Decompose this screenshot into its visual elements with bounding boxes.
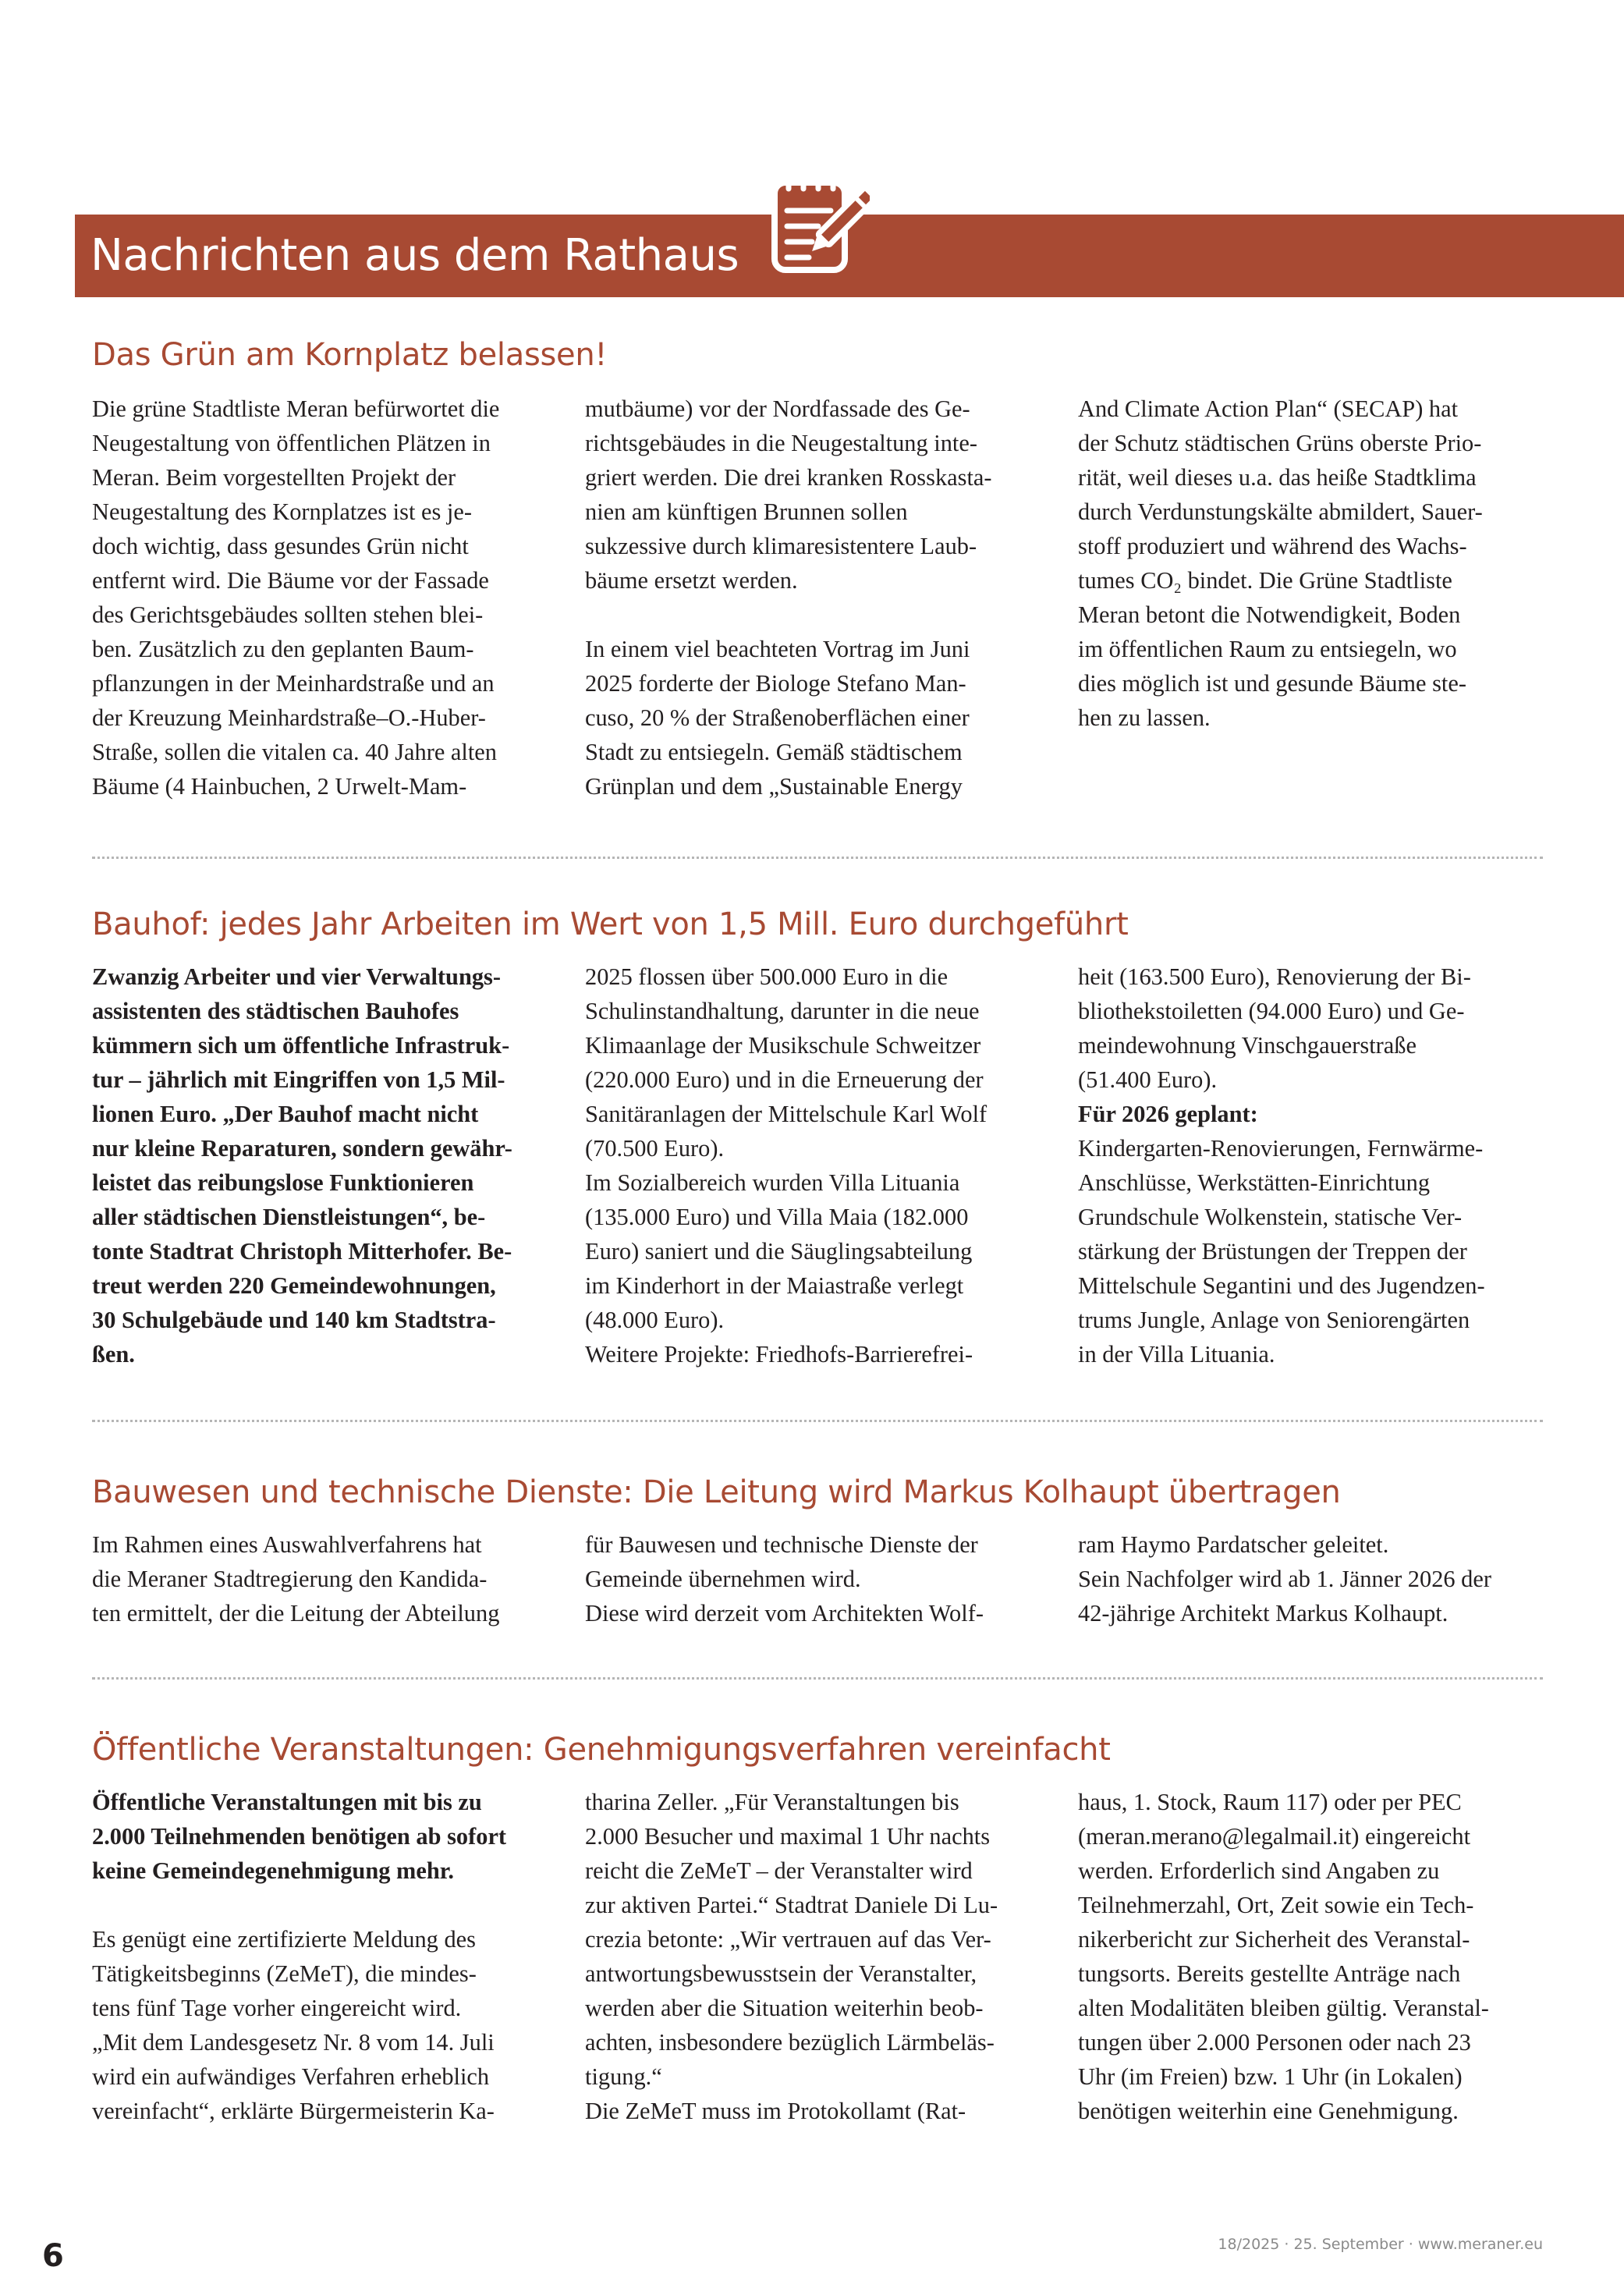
- text-line: werden. Erforderlich sind Angaben zu: [1078, 1857, 1440, 1884]
- text-line: tur – jährlich mit Eingriffen von 1,5 Mil-: [92, 1066, 505, 1093]
- text-line: stoff produziert und während des Wachs-: [1078, 533, 1467, 559]
- text-line: Anschlüsse, Werkstätten-Einrichtung: [1078, 1169, 1431, 1196]
- article-column: [1078, 1785, 1555, 2128]
- text-line: (meran.merano@legalmail.it) eingereicht: [1078, 1823, 1471, 1850]
- text-line: alten Modalitäten bleiben gültig. Veranstal-: [1078, 1995, 1489, 2021]
- article-column: [92, 392, 569, 803]
- text-line: wird ein aufwändiges Verfahren erheblich: [92, 2063, 490, 2090]
- text-line: (70.500 Euro).: [585, 1135, 725, 1162]
- text-line: [92, 1888, 569, 1922]
- text-line: Kindergarten-Renovierungen, Fernwärme-: [1078, 1135, 1484, 1162]
- text-line: Bäume (4 Hainbuchen, 2 Urwelt-Mam-: [92, 773, 467, 800]
- text-line: Gemeinde übernehmen wird.: [585, 1566, 861, 1592]
- text-line: doch wichtig, dass gesundes Grün nicht: [92, 533, 469, 559]
- text-line: tumes CO₂ bindet. Die Grüne Stadtliste: [1078, 567, 1452, 594]
- text-line: zur aktiven Partei.“ Stadtrat Daniele Di Lu-: [585, 1892, 998, 1918]
- article-column: [92, 1527, 569, 1630]
- text-line: Schulinstandhaltung, darunter in die neue: [585, 998, 980, 1024]
- text-line: kümmern sich um öffentliche Infrastruk-: [92, 1032, 510, 1059]
- article-column: [585, 960, 1062, 1371]
- section-divider: [92, 857, 1543, 859]
- text-line: [585, 598, 1062, 632]
- text-line: Straße, sollen die vitalen ca. 40 Jahre alten: [92, 739, 497, 765]
- text-line: rität, weil dieses u.a. das heiße Stadtklima: [1078, 464, 1477, 491]
- text-line: werden aber die Situation weiterhin beob-: [585, 1995, 984, 2021]
- text-line: im öffentlichen Raum zu entsiegeln, wo: [1078, 636, 1457, 662]
- text-line: Für 2026 geplant:: [1078, 1101, 1258, 1127]
- section-title: Nachrichten aus dem Rathaus: [90, 230, 739, 281]
- page-number: 6: [42, 2238, 64, 2274]
- text-line: Diese wird derzeit vom Architekten Wolf-: [585, 1600, 984, 1626]
- notepad-pen-icon: [768, 162, 870, 279]
- text-line: „Mit dem Landesgesetz Nr. 8 vom 14. Juli: [92, 2029, 495, 2056]
- text-line: Meran betont die Notwendigkeit, Boden: [1078, 601, 1461, 628]
- text-line: Teilnehmerzahl, Ort, Zeit sowie ein Tech-: [1078, 1892, 1474, 1918]
- text-line: Im Rahmen eines Auswahlverfahrens hat: [92, 1531, 482, 1558]
- text-line: Neugestaltung des Kornplatzes ist es je-: [92, 498, 472, 525]
- text-line: heit (163.500 Euro), Renovierung der Bi-: [1078, 963, 1471, 990]
- text-line: benötigen weiterhin eine Genehmigung.: [1078, 2098, 1459, 2124]
- text-line: Mittelschule Segantini und des Jugendzen-: [1078, 1272, 1485, 1299]
- article-veranstaltungen: [92, 1730, 1543, 2167]
- text-line: (48.000 Euro).: [585, 1307, 725, 1333]
- text-line: lionen Euro. „Der Bauhof macht nicht: [92, 1101, 479, 1127]
- text-line: Sanitäranlagen der Mittelschule Karl Wolf: [585, 1101, 988, 1127]
- text-line: des Gerichtsgebäudes sollten stehen blei-: [92, 601, 484, 628]
- text-line: nien am künftigen Brunnen sollen: [585, 498, 908, 525]
- text-line: der Schutz städtischen Grüns oberste Prio-: [1078, 430, 1482, 456]
- text-line: 2.000 Besucher und maximal 1 Uhr nachts: [585, 1823, 991, 1850]
- text-line: entfernt wird. Die Bäume vor der Fassade: [92, 567, 489, 594]
- text-line: die Meraner Stadtregierung den Kandida-: [92, 1566, 488, 1592]
- text-line: (220.000 Euro) und in die Erneuerung der: [585, 1066, 984, 1093]
- footer-issue-info: 18/2025 · 25. September · www.meraner.eu: [1218, 2236, 1543, 2253]
- text-line: 30 Schulgebäude und 140 km Stadtstra-: [92, 1307, 496, 1333]
- text-line: nur kleine Reparaturen, sondern gewähr-: [92, 1135, 512, 1162]
- text-line: Tätigkeitsbeginns (ZeMeT), die mindes-: [92, 1960, 477, 1987]
- text-line: Meran. Beim vorgestellten Projekt der: [92, 464, 456, 491]
- article-bauwesen: [92, 1473, 1543, 1644]
- text-line: Euro) saniert und die Säuglingsabteilung: [585, 1238, 973, 1265]
- text-line: tungsorts. Bereits gestellte Anträge nach: [1078, 1960, 1461, 1987]
- text-line: tigung.“: [585, 2063, 662, 2090]
- article-column: [585, 392, 1062, 803]
- text-line: griert werden. Die drei kranken Rosskasta-: [585, 464, 992, 491]
- text-line: Es genügt eine zertifizierte Meldung des: [92, 1926, 476, 1953]
- text-line: reicht die ZeMeT – der Veranstalter wird: [585, 1857, 973, 1884]
- text-line: Weitere Projekte: Friedhofs-Barrierefrei-: [585, 1341, 973, 1368]
- section-divider: [92, 1420, 1543, 1422]
- text-line: antwortungsbewusstsein der Veranstalter,: [585, 1960, 977, 1987]
- article-headline: Öffentliche Veranstaltungen: Genehmigungsverfahren vereinfacht: [92, 1732, 1111, 1768]
- text-line: Stadt zu entsiegeln. Gemäß städtischem: [585, 739, 963, 765]
- text-line: ßen.: [92, 1341, 135, 1368]
- article-column: [585, 1527, 1062, 1630]
- text-line: tungen über 2.000 Personen oder nach 23: [1078, 2029, 1471, 2056]
- text-line: meindewohnung Vinschgauerstraße: [1078, 1032, 1417, 1059]
- text-line: sukzessive durch klimaresistentere Laub-: [585, 533, 977, 559]
- text-line: pflanzungen in der Meinhardstraße und an: [92, 670, 495, 697]
- article-column: [1078, 392, 1555, 735]
- text-line: (51.400 Euro).: [1078, 1066, 1218, 1093]
- text-line: And Climate Action Plan“ (SECAP) hat: [1078, 396, 1459, 422]
- text-line: In einem viel beachteten Vortrag im Juni: [585, 636, 970, 662]
- text-line: bliothekstoiletten (94.000 Euro) und Ge-: [1078, 998, 1465, 1024]
- text-line: mutbäume) vor der Nordfassade des Ge-: [585, 396, 970, 422]
- article-column: [1078, 1527, 1555, 1630]
- text-line: 2025 forderte der Biologe Stefano Man-: [585, 670, 966, 697]
- text-line: Neugestaltung von öffentlichen Plätzen in: [92, 430, 491, 456]
- article-column: [92, 1785, 569, 2128]
- text-line: Öffentliche Veranstaltungen mit bis zu: [92, 1789, 482, 1815]
- text-line: Sein Nachfolger wird ab 1. Jänner 2026 der: [1078, 1566, 1491, 1592]
- text-line: dies möglich ist und gesunde Bäume ste-: [1078, 670, 1466, 697]
- text-line: leistet das reibungslose Funktionieren: [92, 1169, 474, 1196]
- text-line: treut werden 220 Gemeindewohnungen,: [92, 1272, 496, 1299]
- article-headline: Bauhof: jedes Jahr Arbeiten im Wert von 1,5 Mill. Euro durchgeführt: [92, 906, 1129, 942]
- text-line: Grünplan und dem „Sustainable Energy: [585, 773, 963, 800]
- text-line: durch Verdunstungskälte abmildert, Sauer-: [1078, 498, 1483, 525]
- text-line: 42-jährige Architekt Markus Kolhaupt.: [1078, 1600, 1448, 1626]
- article-column: [585, 1785, 1062, 2128]
- text-line: Im Sozialbereich wurden Villa Lituania: [585, 1169, 960, 1196]
- article-headline: Bauwesen und technische Dienste: Die Leitung wird Markus Kolhaupt übertragen: [92, 1474, 1341, 1510]
- text-line: tens fünf Tage vorher eingereicht wird.: [92, 1995, 462, 2021]
- article-column: [92, 960, 569, 1371]
- text-line: tharina Zeller. „Für Veranstaltungen bis: [585, 1789, 959, 1815]
- text-line: ben. Zusätzlich zu den geplanten Baum-: [92, 636, 474, 662]
- text-line: trums Jungle, Anlage von Seniorengärten: [1078, 1307, 1470, 1333]
- text-line: (135.000 Euro) und Villa Maia (182.000: [585, 1204, 969, 1230]
- text-line: nikerbericht zur Sicherheit des Veranstal-: [1078, 1926, 1470, 1953]
- text-line: im Kinderhort in der Maiastraße verlegt: [585, 1272, 964, 1299]
- text-line: 2.000 Teilnehmenden benötigen ab sofort: [92, 1823, 507, 1850]
- text-line: keine Gemeindegenehmigung mehr.: [92, 1857, 455, 1884]
- text-line: Klimaanlage der Musikschule Schweitzer: [585, 1032, 981, 1059]
- text-line: für Bauwesen und technische Dienste der: [585, 1531, 978, 1558]
- text-line: aller städtischen Dienstleistungen“, be-: [92, 1204, 486, 1230]
- text-line: ten ermittelt, der die Leitung der Abteilung: [92, 1600, 500, 1626]
- article-kornplatz: [92, 335, 1543, 811]
- text-line: ram Haymo Pardatscher geleitet.: [1078, 1531, 1389, 1558]
- text-line: Die ZeMeT muss im Protokollamt (Rat-: [585, 2098, 966, 2124]
- article-bauhof: [92, 905, 1543, 1373]
- text-line: 2025 flossen über 500.000 Euro in die: [585, 963, 949, 990]
- text-line: crezia betonte: „Wir vertrauen auf das Ver-: [585, 1926, 991, 1953]
- text-line: cuso, 20 % der Straßenoberflächen einer: [585, 704, 970, 731]
- text-line: haus, 1. Stock, Raum 117) oder per PEC: [1078, 1789, 1462, 1815]
- text-line: hen zu lassen.: [1078, 704, 1211, 731]
- text-line: stärkung der Brüstungen der Treppen der: [1078, 1238, 1467, 1265]
- text-line: Grundschule Wolkenstein, statische Ver-: [1078, 1204, 1463, 1230]
- text-line: assistenten des städtischen Bauhofes: [92, 998, 459, 1024]
- article-column: [1078, 960, 1555, 1371]
- text-line: bäume ersetzt werden.: [585, 567, 798, 594]
- text-line: vereinfacht“, erklärte Bürgermeisterin Ka-: [92, 2098, 495, 2124]
- text-line: Zwanzig Arbeiter und vier Verwaltungs-: [92, 963, 501, 990]
- text-line: richtsgebäudes in die Neugestaltung inte-: [585, 430, 977, 456]
- text-line: der Kreuzung Meinhardstraße–O.-Huber-: [92, 704, 486, 731]
- section-divider: [92, 1677, 1543, 1680]
- text-line: tonte Stadtrat Christoph Mitterhofer. Be-: [92, 1238, 512, 1265]
- text-line: Uhr (im Freien) bzw. 1 Uhr (in Lokalen): [1078, 2063, 1463, 2090]
- text-line: Die grüne Stadtliste Meran befürwortet die: [92, 396, 500, 422]
- text-line: achten, insbesondere bezüglich Lärmbeläs-: [585, 2029, 995, 2056]
- text-line: in der Villa Lituania.: [1078, 1341, 1275, 1368]
- article-headline: Das Grün am Kornplatz belassen!: [92, 337, 608, 373]
